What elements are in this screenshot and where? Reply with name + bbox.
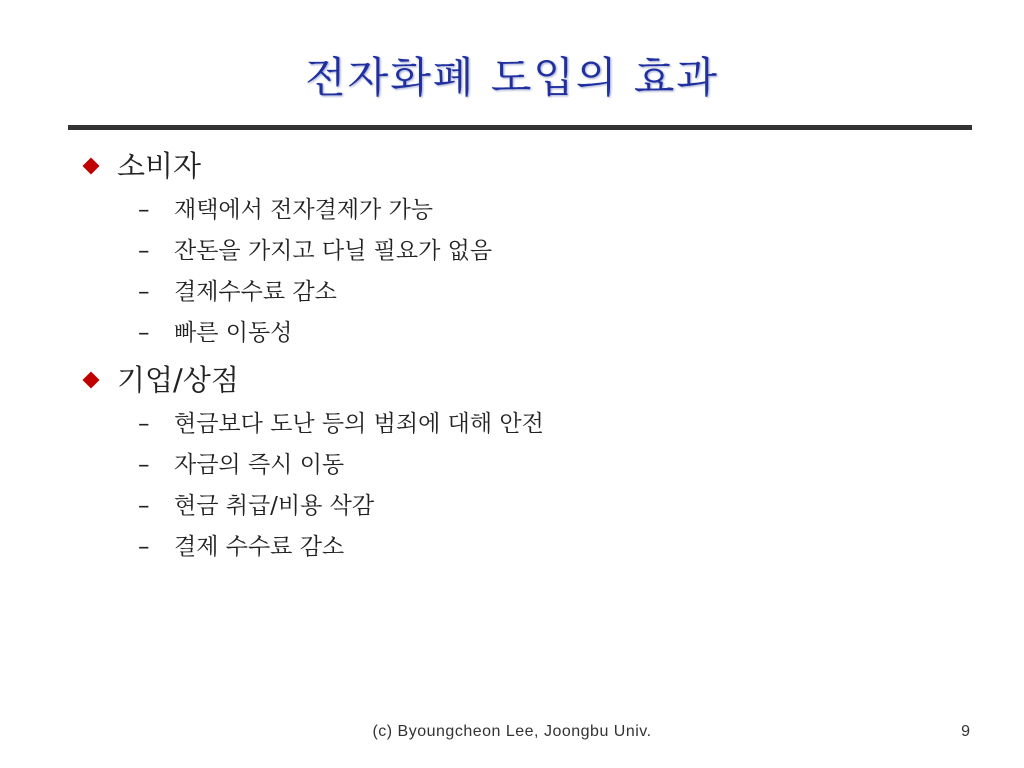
dash-marker: – bbox=[138, 452, 150, 478]
dash-marker: – bbox=[138, 534, 150, 560]
dash-marker: – bbox=[138, 197, 150, 223]
page-number: 9 bbox=[961, 723, 970, 740]
bullet-consumer bbox=[80, 146, 960, 186]
sub-bullet-text: 현금보다 도난 등의 범죄에 대해 안전 bbox=[174, 411, 544, 437]
sub-bullet-text: 빠른 이동성 bbox=[174, 320, 293, 346]
bullet-business bbox=[80, 360, 960, 400]
sub-bullet-text: 결제수수료 감소 bbox=[174, 279, 337, 305]
sub-bullet bbox=[80, 272, 960, 313]
sub-bullet bbox=[80, 190, 960, 231]
sub-bullet-text: 잔돈을 가지고 다닐 필요가 없음 bbox=[174, 238, 493, 264]
dash-marker: – bbox=[138, 320, 150, 346]
sub-bullet bbox=[80, 527, 960, 568]
sub-bullet bbox=[80, 231, 960, 272]
sub-bullet-list bbox=[80, 404, 960, 568]
slide-footer: (c) Byoungcheon Lee, Joongbu Univ. bbox=[372, 723, 652, 740]
slide-title: 전자화폐 도입의 효과 bbox=[305, 53, 719, 102]
sub-bullet bbox=[80, 445, 960, 486]
diamond-bullet-icon bbox=[83, 372, 100, 389]
sub-bullet bbox=[80, 486, 960, 527]
sub-bullet bbox=[80, 404, 960, 445]
sub-bullet-text: 현금 취급/비용 삭감 bbox=[174, 493, 375, 519]
dash-marker: – bbox=[138, 493, 150, 519]
dash-marker: – bbox=[138, 411, 150, 437]
sub-bullet-text: 자금의 즉시 이동 bbox=[174, 452, 345, 478]
sub-bullet-list bbox=[80, 190, 960, 354]
bullet-heading: 기업/상점 bbox=[117, 363, 239, 397]
dash-marker: – bbox=[138, 238, 150, 264]
dash-marker: – bbox=[138, 279, 150, 305]
sub-bullet-text: 결제 수수료 감소 bbox=[174, 534, 345, 560]
sub-bullet bbox=[80, 313, 960, 354]
slide-body bbox=[80, 146, 960, 574]
diamond-bullet-icon bbox=[83, 158, 100, 175]
sub-bullet-text: 재택에서 전자결제가 가능 bbox=[174, 197, 434, 223]
bullet-heading: 소비자 bbox=[117, 149, 202, 183]
title-divider bbox=[68, 125, 972, 130]
